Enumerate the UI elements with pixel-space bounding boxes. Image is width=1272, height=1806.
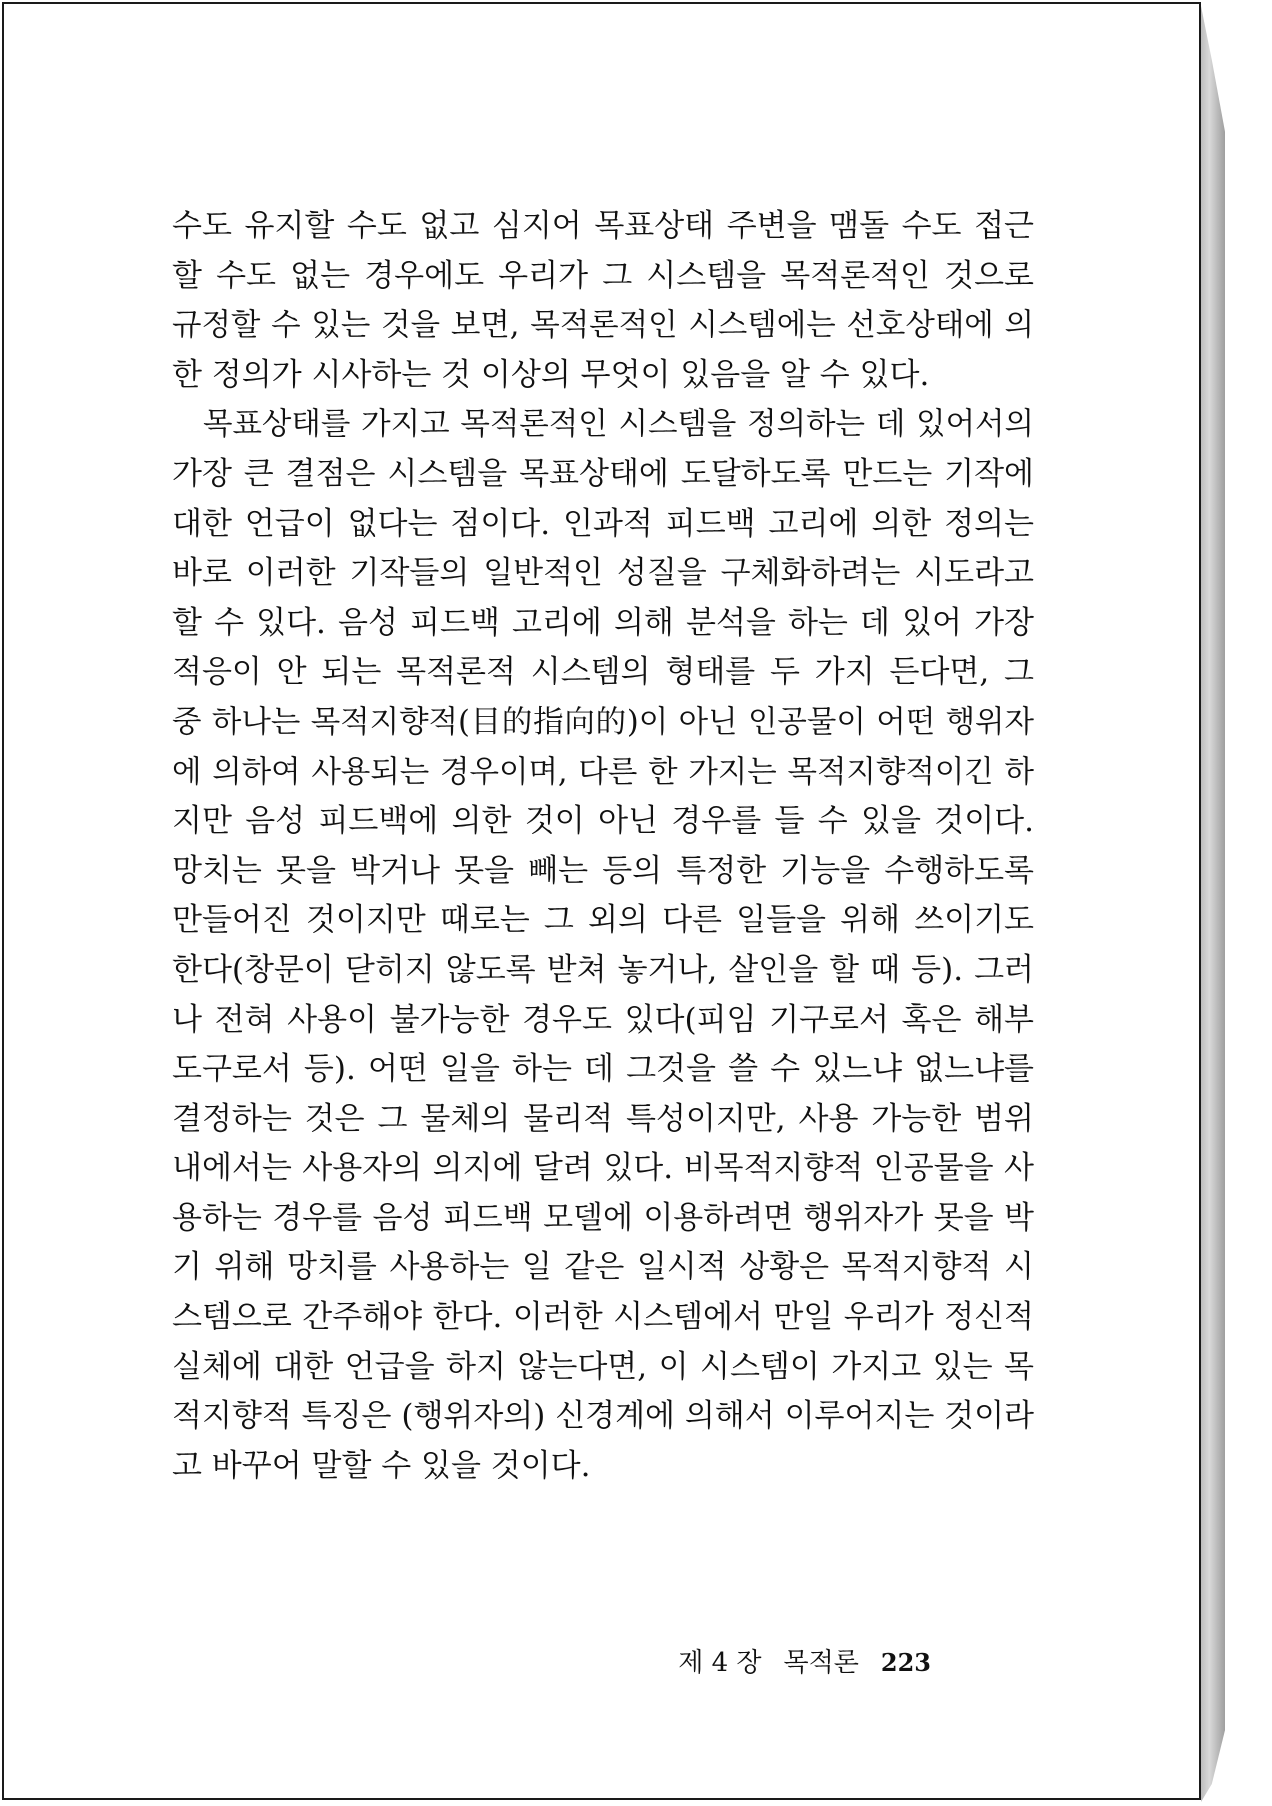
text-line: 실체에 대한 언급을 하지 않는다면, 이 시스템이 가지고 있는 목 bbox=[172, 1348, 1034, 1385]
paragraph bbox=[172, 202, 1034, 400]
page-number: 223 bbox=[880, 1648, 931, 1677]
paragraph bbox=[172, 400, 1034, 1491]
text-line: 바로 이러한 기작들의 일반적인 성질을 구체화하려는 시도라고 bbox=[172, 555, 1034, 592]
text-line: 결정하는 것은 그 물체의 물리적 특성이지만, 사용 가능한 범위 bbox=[172, 1100, 1034, 1137]
text-line: 망치는 못을 박거나 못을 빼는 등의 특정한 기능을 수행하도록 bbox=[172, 852, 1034, 889]
text-line: 고 바꾸어 말할 수 있을 것이다. bbox=[172, 1447, 591, 1484]
page-stack-edge bbox=[1201, 6, 1225, 1802]
book-page bbox=[2, 2, 1201, 1800]
text-line: 에 의하여 사용되는 경우이며, 다른 한 가지는 목적지향적이긴 하 bbox=[172, 754, 1034, 790]
text-line: 수도 유지할 수도 없고 심지어 목표상태 주변을 맴돌 수도 접근 bbox=[172, 208, 1034, 244]
text-line: 지만 음성 피드백에 의한 것이 아닌 경우를 들 수 있을 것이다. bbox=[172, 803, 1034, 840]
text-line: 기 위해 망치를 사용하는 일 같은 일시적 상황은 목적지향적 시 bbox=[172, 1249, 1034, 1286]
body-text bbox=[172, 202, 1034, 1491]
text-line: 도구로서 등). 어떤 일을 하는 데 그것을 쓸 수 있느냐 없느냐를 bbox=[172, 1051, 1034, 1088]
text-line: 규정할 수 있는 것을 보면, 목적론적인 시스템에는 선호상태에 의 bbox=[172, 308, 1034, 344]
text-line: 할 수 있다. 음성 피드백 고리에 의해 분석을 하는 데 있어 가장 bbox=[172, 604, 1034, 641]
text-line: 내에서는 사용자의 의지에 달려 있다. 비목적지향적 인공물을 사 bbox=[172, 1150, 1034, 1187]
text-line: 대한 언급이 없다는 점이다. 인과적 피드백 고리에 의한 정의는 bbox=[172, 505, 1034, 542]
text-line: 적지향적 특징은 (행위자의) 신경계에 의해서 이루어지는 것이라 bbox=[172, 1398, 1034, 1435]
text-line: 목표상태를 가지고 목적론적인 시스템을 정의하는 데 있어서의 bbox=[203, 407, 1034, 443]
text-line: 가장 큰 결점은 시스템을 목표상태에 도달하도록 만드는 기작에 bbox=[172, 455, 1034, 492]
text-line: 한 정의가 시사하는 것 이상의 무엇이 있음을 알 수 있다. bbox=[172, 356, 930, 393]
text-line: 만들어진 것이지만 때로는 그 외의 다른 일들을 위해 쓰이기도 bbox=[172, 902, 1034, 939]
text-line: 할 수도 없는 경우에도 우리가 그 시스템을 목적론적인 것으로 bbox=[172, 257, 1034, 294]
chapter-title: 목적론 bbox=[783, 1648, 859, 1678]
text-line: 나 전혀 사용이 불가능한 경우도 있다(피임 기구로서 혹은 해부 bbox=[172, 1001, 1034, 1038]
text-line: 용하는 경우를 음성 피드백 모델에 이용하려면 행위자가 못을 박 bbox=[172, 1199, 1034, 1236]
text-line: 스템으로 간주해야 한다. 이러한 시스템에서 만일 우리가 정신적 bbox=[172, 1299, 1034, 1336]
text-line: 적응이 안 되는 목적론적 시스템의 형태를 두 가지 든다면, 그 bbox=[172, 654, 1034, 691]
running-footer bbox=[678, 1642, 931, 1679]
text-line: 중 하나는 목적지향적(目的指向的)이 아닌 인공물이 어떤 행위자 bbox=[172, 704, 1034, 740]
text-line: 한다(창문이 닫히지 않도록 받쳐 놓거나, 살인을 할 때 등). 그러 bbox=[172, 951, 1034, 988]
chapter-number: 제 4 장 bbox=[678, 1648, 762, 1678]
